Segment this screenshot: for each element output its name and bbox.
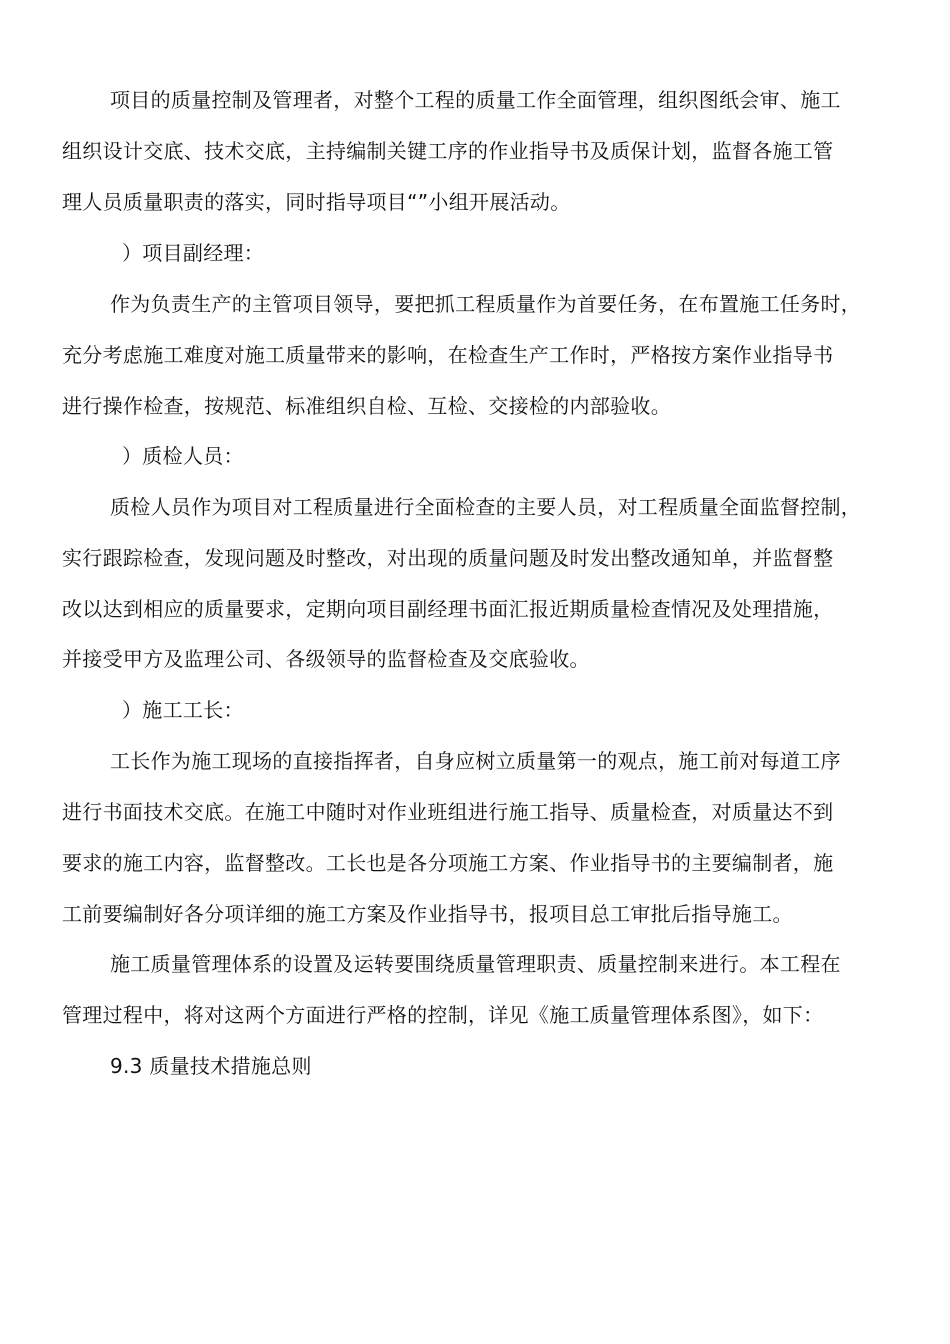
paragraph-4-line-3: 要求的施工内容，监督整改。工长也是各分项施工方案、作业指导书的主要编制者，施 [62, 851, 834, 875]
paragraph-4-line-2: 进行书面技术交底。在施工中随时对作业班组进行施工指导、质量检查，对质量达不到 [62, 800, 834, 824]
paragraph-4-line-4: 工前要编制好各分项详细的施工方案及作业指导书，报项目总工审批后指导施工。 [62, 902, 793, 926]
paragraph-3-line-1: 质检人员作为项目对工程质量进行全面检查的主要人员，对工程质量全面监督控制， [110, 495, 862, 519]
heading-deputy-manager: ）项目副经理： [122, 241, 265, 265]
paragraph-1-line-3: 理人员质量职责的落实，同时指导项目“”小组开展活动。 [62, 190, 571, 214]
paragraph-3-line-3: 改以达到相应的质量要求，定期向项目副经理书面汇报近期质量检查情况及处理措施， [62, 597, 834, 621]
heading-quality-inspector: ）质检人员： [122, 444, 244, 468]
paragraph-3-line-4: 并接受甲方及监理公司、各级领导的监督检查及交底验收。 [62, 647, 590, 671]
paragraph-3-line-2: 实行跟踪检查，发现问题及时整改，对出现的质量问题及时发出整改通知单，并监督整 [62, 546, 834, 570]
paragraph-2-line-2: 充分考虑施工难度对施工质量带来的影响，在检查生产工作时，严格按方案作业指导书 [62, 343, 834, 367]
paragraph-1-line-1: 项目的质量控制及管理者，对整个工程的质量工作全面管理，组织图纸会审、施工 [110, 88, 841, 112]
paragraph-2-line-3: 进行操作检查，按规范、标准组织自检、互检、交接检的内部验收。 [62, 394, 671, 418]
paragraph-4-line-1: 工长作为施工现场的直接指挥者，自身应树立质量第一的观点，施工前对每道工序 [110, 749, 841, 773]
paragraph-5-line-2: 管理过程中，将对这两个方面进行严格的控制，详见《施工质量管理体系图》，如下： [62, 1003, 824, 1027]
paragraph-5-line-1: 施工质量管理体系的设置及运转要围绕质量管理职责、质量控制来进行。本工程在 [110, 952, 841, 976]
paragraph-2-line-1: 作为负责生产的主管项目领导，要把抓工程质量作为首要任务，在布置施工任务时， [110, 292, 862, 316]
section-heading-9-3: 9.3 质量技术措施总则 [110, 1054, 312, 1078]
heading-foreman: ）施工工长： [122, 698, 244, 722]
paragraph-1-line-2: 组织设计交底、技术交底，主持编制关键工序的作业指导书及质保计划，监督各施工管 [62, 139, 834, 163]
